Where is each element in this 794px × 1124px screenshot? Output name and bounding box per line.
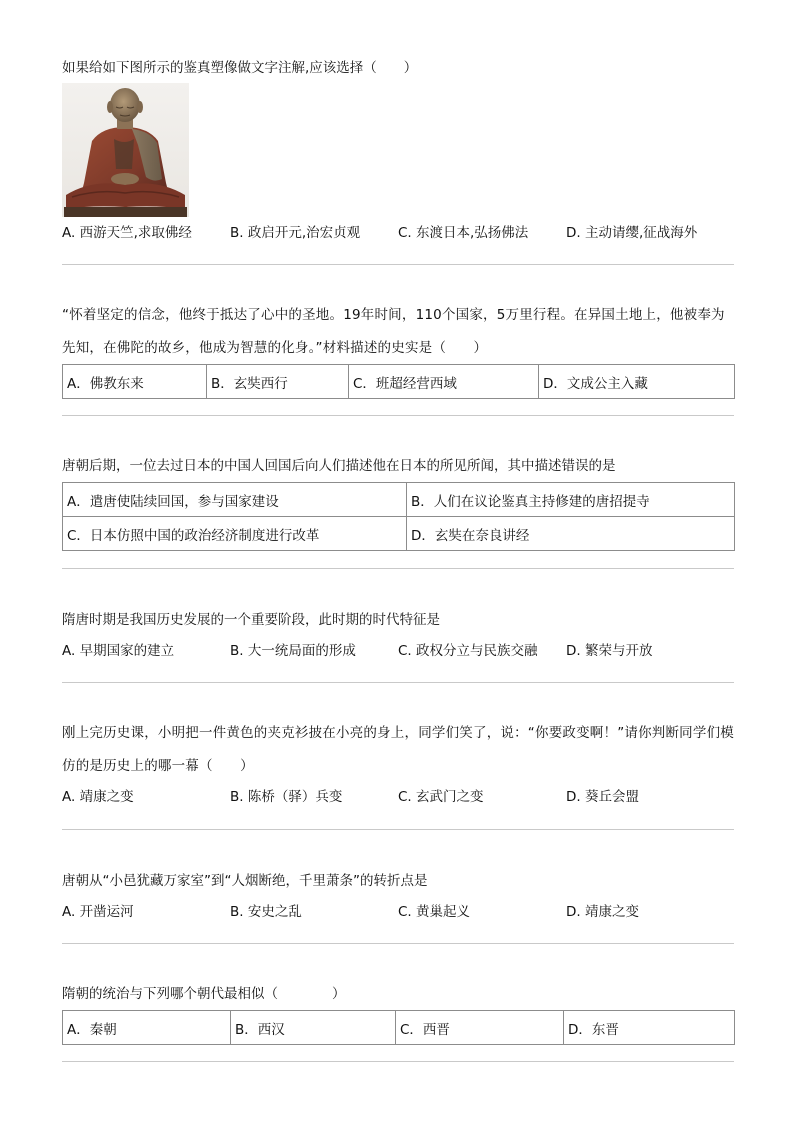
divider — [62, 264, 734, 265]
options-table — [62, 482, 735, 551]
question-1-stem: 如果给如下图所示的鉴真塑像做文字注解,应该选择（ ） — [62, 60, 418, 76]
question-3 — [62, 450, 734, 482]
option-a[interactable]: A. 西游天竺,求取佛经 — [62, 225, 192, 241]
option-a[interactable]: A．遣唐使陆续回国，参与国家建设 — [63, 483, 407, 517]
question-2-options — [62, 364, 734, 399]
option-d[interactable]: D．东晋 — [564, 1011, 735, 1045]
divider — [62, 829, 734, 830]
jianzhen-statue-image — [62, 83, 189, 217]
question-1-options — [62, 218, 734, 248]
option-a[interactable]: A．佛教东来 — [63, 365, 207, 399]
option-d[interactable]: D. 主动请缨,征战海外 — [566, 225, 698, 241]
option-b[interactable]: B．玄奘西行 — [207, 365, 349, 399]
option-c[interactable]: C. 玄武门之变 — [398, 789, 484, 805]
option-b[interactable]: B．人们在议论鉴真主持修建的唐招提寺 — [407, 483, 735, 517]
question-7-options — [62, 1010, 734, 1045]
options-table — [62, 364, 735, 399]
question-2 — [62, 299, 734, 365]
option-d[interactable]: D. 繁荣与开放 — [566, 643, 653, 659]
options-table — [62, 1010, 735, 1045]
question-6-options — [62, 897, 734, 927]
option-d[interactable]: D．文成公主入藏 — [539, 365, 735, 399]
divider — [62, 943, 734, 944]
divider — [62, 415, 734, 416]
option-d[interactable]: D. 靖康之变 — [566, 904, 639, 920]
option-d[interactable]: D．玄奘在奈良讲经 — [407, 517, 735, 551]
option-b[interactable]: B. 大一统局面的形成 — [230, 643, 356, 659]
question-5-stem: 刚上完历史课，小明把一件黄色的夹克衫披在小亮的身上，同学们笑了，说：“你要政变啊！”请你判断同学们模仿的是历史上的哪一幕（ ） — [62, 725, 734, 774]
question-5 — [62, 717, 734, 783]
question-3-stem: 唐朝后期，一位去过日本的中国人回国后向人们描述他在日本的所见所闻，其中描述错误的是 — [62, 458, 616, 474]
option-c[interactable]: C．日本仿照中国的政治经济制度进行改革 — [63, 517, 407, 551]
divider — [62, 682, 734, 683]
option-b[interactable]: B．西汉 — [231, 1011, 396, 1045]
question-2-stem: “怀着坚定的信念，他终于抵达了心中的圣地。19年时间，110个国家，5万里行程。在异国土地上，他被奉为先知，在佛陀的故乡，他成为智慧的化身。”材料描述的史实是（ ） — [62, 307, 725, 356]
option-b[interactable]: B. 陈桥（驿）兵变 — [230, 789, 343, 805]
option-a[interactable]: A. 早期国家的建立 — [62, 643, 175, 659]
question-4-options — [62, 636, 734, 666]
option-b[interactable]: B. 政启开元,治宏贞观 — [230, 225, 361, 241]
question-3-options — [62, 482, 734, 551]
question-6-stem: 唐朝从“小邑犹藏万家室”到“人烟断绝，千里萧条”的转折点是 — [62, 873, 428, 889]
question-4-stem: 隋唐时期是我国历史发展的一个重要阶段，此时期的时代特征是 — [62, 612, 440, 628]
question-4 — [62, 604, 734, 636]
divider — [62, 1061, 734, 1062]
option-c[interactable]: C. 黄巢起义 — [398, 904, 471, 920]
question-7 — [62, 978, 734, 1010]
question-7-stem: 隋朝的统治与下列哪个朝代最相似（ ） — [62, 986, 346, 1002]
option-c[interactable]: C．班超经营西域 — [349, 365, 539, 399]
option-c[interactable]: C．西晋 — [396, 1011, 564, 1045]
option-b[interactable]: B. 安史之乱 — [230, 904, 302, 920]
option-c[interactable]: C. 东渡日本,弘扬佛法 — [398, 225, 529, 241]
divider — [62, 568, 734, 569]
option-a[interactable]: A. 靖康之变 — [62, 789, 134, 805]
question-1 — [62, 52, 734, 84]
option-c[interactable]: C. 政权分立与民族交融 — [398, 643, 538, 659]
option-d[interactable]: D. 葵丘会盟 — [566, 789, 639, 805]
question-5-options — [62, 782, 734, 812]
option-a[interactable]: A. 开凿运河 — [62, 904, 134, 920]
option-a[interactable]: A．秦朝 — [63, 1011, 231, 1045]
question-6 — [62, 865, 734, 897]
